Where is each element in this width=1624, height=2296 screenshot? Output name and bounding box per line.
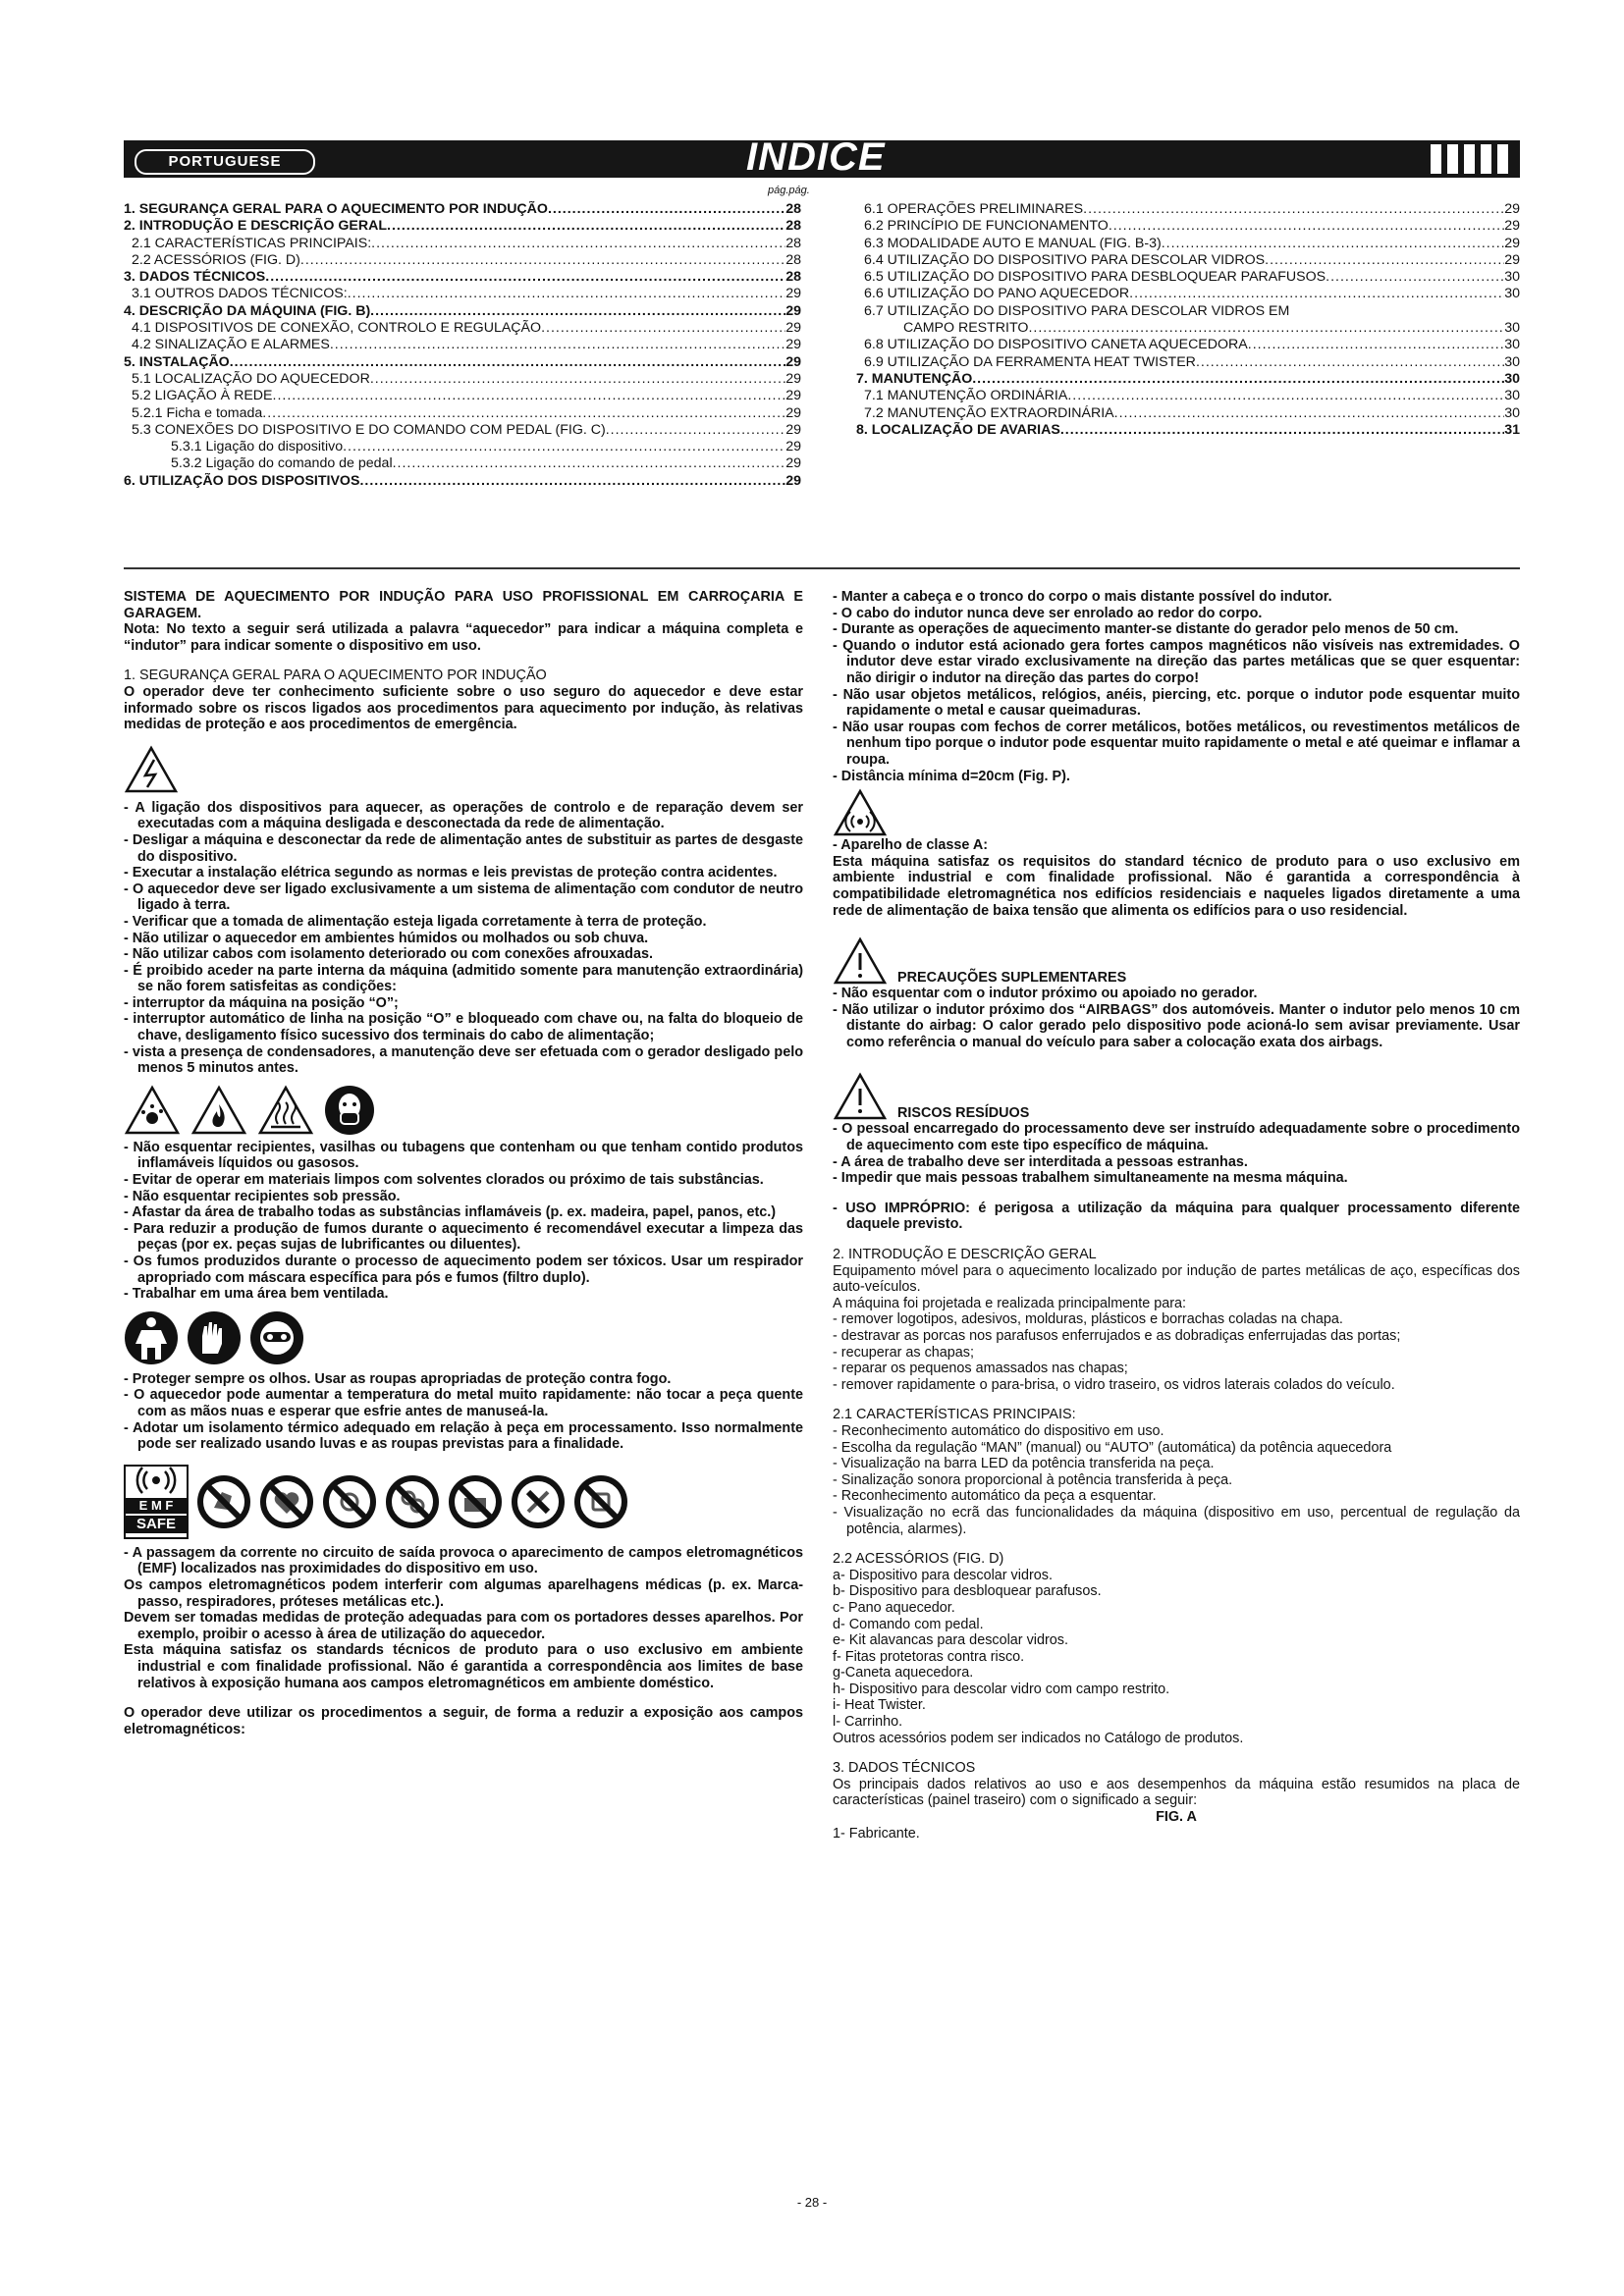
page-title: INDICE xyxy=(746,135,886,179)
section-2-list xyxy=(833,1311,1520,1393)
toc-entry xyxy=(124,371,801,388)
list-item: Devem ser tomadas medidas de proteção adequadas para com os portadores desses aparelhos. Por exemplo, proibir o acesso à área de utilização do aquecedor. xyxy=(124,1610,803,1642)
toc-entry xyxy=(124,455,801,472)
toc-leader-dots xyxy=(548,201,785,218)
toc-leader-dots xyxy=(230,354,785,371)
toc-leader-dots xyxy=(1326,269,1504,286)
toc-entry-title: 4.2 SINALIZAÇÃO E ALARMES xyxy=(132,337,330,353)
toc-entry-page: 28 xyxy=(785,218,801,235)
toc-leader-dots xyxy=(348,286,786,302)
toc-entry-title: 6. UTILIZAÇÃO DOS DISPOSITIVOS xyxy=(124,472,360,489)
toc-entry-title: 6.6 UTILIZAÇÃO DO PANO AQUECEDOR xyxy=(864,286,1130,302)
list-item: - A ligação dos dispositivos para aquecer, as operações de controlo e de reparação devem ser executadas com a máquina desligada e desconectada da rede de alimentação. xyxy=(124,799,803,832)
list-item: - remover rapidamente o para-brisa, o vidro traseiro, os vidros laterais colados do veículo. xyxy=(833,1376,1395,1393)
list-item: - O cabo do indutor nunca deve ser enrolado ao redor do corpo. xyxy=(833,605,1263,621)
toc-entry xyxy=(124,236,801,252)
list-item: e- Kit alavancas para descolar vidros. xyxy=(833,1632,1068,1649)
class-a-title: - Aparelho de classe A: xyxy=(833,837,989,854)
list-item: Outros acessórios podem ser indicados no Catálogo de produtos. xyxy=(833,1730,1244,1746)
list-item: - Não esquentar recipientes sob pressão. xyxy=(124,1188,401,1204)
list-item: - destravar as porcas nos parafusos enferrujados e as dobradiças enferrujadas das portas; xyxy=(833,1328,1401,1344)
toc-entry-page: 29 xyxy=(785,472,801,489)
no-metal-objects-icon xyxy=(385,1474,440,1529)
toc-leader-dots xyxy=(1162,236,1504,252)
toc-entry xyxy=(124,269,801,286)
section-2-title: 2. INTRODUÇÃO E DESCRIÇÃO GERAL xyxy=(833,1247,1097,1263)
explosion-hazard-icon xyxy=(124,1085,181,1136)
toc-entry-page: 29 xyxy=(1504,251,1520,268)
toc-entry-title: 5. INSTALAÇÃO xyxy=(124,353,230,370)
toc-leader-dots xyxy=(393,455,786,472)
list-item: - É proibido aceder na parte interna da máquina (admitido somente para manutenção extraordinária) se não forem satisfeitas as condições: xyxy=(124,962,803,995)
toc-entry xyxy=(124,252,801,269)
list-item: f- Fitas protetoras contra risco. xyxy=(833,1648,1025,1665)
warning-icon xyxy=(833,936,888,986)
list-item: - Trabalhar em uma área bem ventilada. xyxy=(124,1286,389,1303)
toc-entry xyxy=(856,236,1520,252)
toc-leader-dots xyxy=(300,252,785,269)
list-item: - Evitar de operar em materiais limpos com solventes clorados ou próximo de tais substâncias. xyxy=(124,1172,764,1189)
toc-entry-title: 2. INTRODUÇÃO E DESCRIÇÃO GERAL xyxy=(124,218,388,235)
no-pacemaker-icon xyxy=(259,1474,314,1529)
toc-leader-dots xyxy=(371,236,785,252)
toc-entry-page: 31 xyxy=(1504,421,1520,438)
protective-clothing-icon xyxy=(124,1310,179,1365)
list-item: - Os fumos produzidos durante o processo de aquecimento podem ser tóxicos. Usar um respirador apropriado com máscara específica para pós e fumos (filtro duplo). xyxy=(124,1254,803,1286)
toc-entry xyxy=(856,388,1520,404)
toc-leader-dots xyxy=(387,218,785,235)
toc-entry-title: 1. SEGURANÇA GERAL PARA O AQUECIMENTO POR INDUÇÃO xyxy=(124,201,548,217)
toc-entry xyxy=(856,303,1520,320)
list-item: - Impedir que mais pessoas trabalhem simultaneamente na mesma máquina. xyxy=(833,1170,1348,1187)
fig-a-label: FIG. A xyxy=(1156,1809,1197,1826)
toc-entry-title: 6.7 UTILIZAÇÃO DO DISPOSITIVO PARA DESCOLAR VIDROS EM xyxy=(864,302,1290,319)
list-item: - Não utilizar o indutor próximo dos “AIRBAGS” dos automóveis. Manter o indutor pelo menos 10 cm distante do airbag: O calor gerado pelo dispositivo pode acioná-lo sem avisar previamente. Usar como referência o manual do veículo para saber a colocação exata dos airbags. xyxy=(833,1001,1520,1050)
safety-list-1 xyxy=(124,800,803,1077)
toc-entry xyxy=(856,218,1520,235)
toc-entry xyxy=(856,269,1520,286)
toc-entry-title: 4.1 DISPOSITIVOS DE CONEXÃO, CONTROLO E REGULAÇÃO xyxy=(132,320,542,337)
toc-left xyxy=(124,201,801,490)
list-item: - Não utilizar cabos com isolamento deteriorado ou com conexões afrouxadas. xyxy=(124,946,653,963)
list-item: - Manter a cabeça e o tronco do corpo o mais distante possível do indutor. xyxy=(833,589,1332,605)
toc-entry xyxy=(124,354,801,371)
list-item: - Visualização na barra LED da potência transferida na peça. xyxy=(833,1456,1215,1472)
risks-header xyxy=(833,1072,1520,1121)
list-item: - Reconhecimento automático do dispositivo em uso. xyxy=(833,1422,1164,1439)
section-3-text: Os principais dados relativos ao uso e aos desempenhos da máquina estão resumidos na placa de características (painel traseiro) com o significado a seguir: xyxy=(833,1776,1520,1809)
final-text: O operador deve utilizar os procedimentos a seguir, de forma a reduzir a exposição aos campos eletromagnéticos: xyxy=(124,1705,803,1737)
list-item: h- Dispositivo para descolar vidro com campo restrito. xyxy=(833,1681,1170,1697)
toc-entry-title: 2.2 ACESSÓRIOS (FIG. D) xyxy=(132,251,300,268)
respirator-mask-icon xyxy=(324,1085,375,1136)
toc-entry-title: 3.1 OUTROS DADOS TÉCNICOS: xyxy=(132,286,348,302)
toc-entry xyxy=(124,405,801,422)
toc-entry-title: CAMPO RESTRITO xyxy=(903,320,1029,337)
list-item: - Não esquentar com o indutor próximo ou apoiado no gerador. xyxy=(833,986,1258,1002)
toc-entry-title: 7. MANUTENÇÃO xyxy=(856,370,973,387)
risks-title: RISCOS RESÍDUOS xyxy=(897,1104,1030,1121)
toc-entry-title: 6.9 UTILIZAÇÃO DA FERRAMENTA HEAT TWISTER xyxy=(864,353,1196,370)
hot-surface-icon xyxy=(257,1085,314,1136)
header-bars-decoration xyxy=(1431,144,1508,174)
precautions-list xyxy=(833,986,1520,1050)
toc-entry-page: 30 xyxy=(1504,337,1520,353)
toc-entry-page: 28 xyxy=(785,269,801,286)
toc-entry xyxy=(124,303,801,320)
toc-entry xyxy=(124,218,801,235)
list-item: - Desligar a máquina e desconectar da rede de alimentação antes de substituir as partes de desgaste do dispositivo. xyxy=(124,831,803,865)
toc-leader-dots xyxy=(273,388,786,404)
toc-entry-title: 6.2 PRINCÍPIO DE FUNCIONAMENTO xyxy=(864,218,1109,235)
toc-entry-title: 6.1 OPERAÇÕES PRELIMINARES xyxy=(864,201,1084,217)
left-column xyxy=(124,589,803,1737)
toc-entry xyxy=(856,286,1520,302)
no-metal-implants-icon xyxy=(196,1474,251,1529)
radio-waves-icon xyxy=(134,1467,179,1494)
list-item: c- Pano aquecedor. xyxy=(833,1599,955,1616)
list-item: - Não usar roupas com fechos de correr metálicos, botões metálicos, ou revestimentos metálicos de nenhum tipo porque o indutor pode esquentar muito rapidamente o metal e até queimar e inflamar a roupa. xyxy=(833,719,1520,768)
list-item: - A passagem da corrente no circuito de saída provoca o aparecimento de campos eletromagnéticos (EMF) localizados nas proximidades do dispositivo em uso. xyxy=(124,1544,803,1577)
toc-entry-page: 29 xyxy=(785,439,801,455)
section-1-title: 1. SEGURANÇA GERAL PARA O AQUECIMENTO POR INDUÇÃO xyxy=(124,667,547,684)
toc-leader-dots xyxy=(1265,252,1504,269)
toc-entry-title: 5.2.1 Ficha e tomada xyxy=(132,404,263,421)
toc-leader-dots xyxy=(1083,201,1504,218)
toc-entry-page: 30 xyxy=(1504,320,1520,337)
section-2-1-title: 2.1 CARACTERÍSTICAS PRINCIPAIS: xyxy=(833,1407,1076,1423)
toc-leader-dots xyxy=(359,473,785,490)
toc-leader-dots xyxy=(1109,218,1504,235)
section-2-1-list xyxy=(833,1423,1520,1537)
list-item: - O pessoal encarregado do processamento deve ser instruído adequadamente sobre o procedimento de aquecimento com este tipo específico de máquina. xyxy=(833,1121,1520,1154)
language-badge: PORTUGUESE xyxy=(135,149,315,175)
toc-leader-dots xyxy=(1028,320,1504,337)
emf-logo-top: E M F xyxy=(126,1498,187,1514)
toc-leader-dots xyxy=(972,371,1504,388)
toc-entry-page: 29 xyxy=(1504,218,1520,235)
toc-leader-dots xyxy=(330,337,785,353)
toc-leader-dots xyxy=(541,320,785,337)
protective-gloves-icon xyxy=(187,1310,242,1365)
toc-entry-page: 29 xyxy=(785,455,801,472)
list-item: - Executar a instalação elétrica segundo as normas e leis previstas de proteção contra acidentes. xyxy=(124,865,778,881)
list-item: - reparar os pequenos amassados nas chapas; xyxy=(833,1361,1128,1377)
precautions-title: PRECAUÇÕES SUPLEMENTARES xyxy=(897,969,1127,986)
toc-entry-page: 28 xyxy=(785,201,801,217)
toc-leader-dots xyxy=(1248,337,1504,353)
toc-entry-title: 5.3.1 Ligação do dispositivo xyxy=(171,439,344,455)
toc-entry xyxy=(856,201,1520,218)
toc-entry-page: 28 xyxy=(785,251,801,268)
toc-entry xyxy=(856,354,1520,371)
page-number: - 28 - xyxy=(796,2195,828,2210)
toc-entry-page: 29 xyxy=(785,337,801,353)
list-item: b- Dispositivo para desbloquear parafusos. xyxy=(833,1583,1102,1600)
section-2-2-title: 2.2 ACESSÓRIOS (FIG. D) xyxy=(833,1551,1004,1568)
section-3-title: 3. DADOS TÉCNICOS xyxy=(833,1760,976,1777)
safety-list-3 xyxy=(124,1371,803,1453)
list-item: - Visualização no ecrã das funcionalidades da máquina (dispositivo em uso, percentual de regulação da potência, alarmes). xyxy=(833,1504,1520,1537)
toc-entry xyxy=(124,422,801,439)
list-item: d- Comando com pedal. xyxy=(833,1616,984,1632)
toc-right xyxy=(856,201,1520,439)
toc-entry-page: 30 xyxy=(1504,353,1520,370)
list-item: - Não utilizar o aquecedor em ambientes húmidos ou molhados ou sob chuva. xyxy=(124,930,649,946)
eye-protection-icon xyxy=(249,1310,304,1365)
toc-entry-title: 5.1 LOCALIZAÇÃO DO AQUECEDOR xyxy=(132,370,370,387)
toc-entry-title: 4. DESCRIÇÃO DA MÁQUINA (FIG. B) xyxy=(124,302,371,319)
intro-note: Nota: No texto a seguir será utilizada a palavra “aquecedor” para indicar a máquina completa e “indutor” para indicar somente o dispositivo em uso. xyxy=(124,621,803,654)
safety-list-2 xyxy=(124,1140,803,1303)
divider xyxy=(124,567,1520,569)
list-item: - Não usar objetos metálicos, relógios, anéis, piercing, etc. porque o indutor pode esquentar muito rapidamente o metal e causar queimaduras. xyxy=(833,686,1520,720)
section-3-item-1: 1- Fabricante. xyxy=(833,1825,920,1842)
list-item: - Verificar que a tomada de alimentação esteja ligada corretamente à terra de proteção. xyxy=(124,913,707,930)
list-item: g-Caneta aquecedora. xyxy=(833,1665,974,1682)
section-2-text2: A máquina foi projetada e realizada principalmente para: xyxy=(833,1295,1186,1311)
toc-leader-dots xyxy=(370,371,785,388)
toc-entry-page: 29 xyxy=(785,320,801,337)
toc-entry xyxy=(124,388,801,404)
list-item: - Proteger sempre os olhos. Usar as roupas apropriadas de proteção contra fogo. xyxy=(124,1370,672,1387)
flammable-hazard-icon xyxy=(190,1085,247,1136)
risks-list xyxy=(833,1121,1520,1186)
toc-entry xyxy=(124,286,801,302)
toc-leader-dots xyxy=(1196,354,1504,371)
toc-entry-page: 30 xyxy=(1504,370,1520,387)
toc-leader-dots xyxy=(606,422,786,439)
toc-entry-page: 30 xyxy=(1504,286,1520,302)
toc-leader-dots xyxy=(370,303,785,320)
toc-entry-page: 29 xyxy=(1504,201,1520,217)
toc-leader-dots xyxy=(1060,422,1504,439)
toc-entry xyxy=(124,337,801,353)
toc-entry-title: 5.3 CONEXÕES DO DISPOSITIVO E DO COMANDO COM PEDAL (FIG. C) xyxy=(132,421,606,438)
toc-entry-page: 30 xyxy=(1504,388,1520,404)
emf-icons-row xyxy=(124,1465,803,1539)
toc-entry xyxy=(124,320,801,337)
toc-leader-dots xyxy=(262,405,785,422)
toc-entry-page: 30 xyxy=(1504,404,1520,421)
toc-entry-title: 6.4 UTILIZAÇÃO DO DISPOSITIVO PARA DESCOLAR VIDROS xyxy=(864,251,1266,268)
toc-entry-title: 3. DADOS TÉCNICOS xyxy=(124,269,266,286)
toc-entry xyxy=(856,422,1520,439)
toc-leader-dots xyxy=(265,269,785,286)
list-item: - Reconhecimento automático da peça a esquentar. xyxy=(833,1488,1157,1505)
section-2-text: Equipamento móvel para o aquecimento localizado por indução de partes metálicas de aço, específicas dos auto-veículos. xyxy=(833,1262,1520,1296)
ppe-icons-row xyxy=(124,1310,803,1365)
emf-safe-logo xyxy=(124,1465,189,1539)
toc-entry-page: 29 xyxy=(785,286,801,302)
toc-entry-title: 5.2 LIGAÇÃO À REDE xyxy=(132,388,273,404)
toc-entry-page: 29 xyxy=(785,404,801,421)
list-item: - interruptor da máquina na posição “O”; xyxy=(124,994,399,1011)
toc-entry-title: 7.1 MANUTENÇÃO ORDINÁRIA xyxy=(864,388,1068,404)
toc-entry-title: 6.5 UTILIZAÇÃO DO DISPOSITIVO PARA DESBLOQUEAR PARAFUSOS xyxy=(864,269,1326,286)
toc-entry xyxy=(124,201,801,218)
right-column xyxy=(833,589,1520,1842)
toc-entry-page: 29 xyxy=(785,302,801,319)
toc-entry xyxy=(856,337,1520,353)
list-item: - interruptor automático de linha na posição “O” e bloqueado com chave ou, na falta do bloqueio de chave, desligamento físico sucessivo dos terminais do cabo de alimentação; xyxy=(124,1011,803,1044)
toc-entry-page: 29 xyxy=(785,388,801,404)
toc-leader-dots xyxy=(343,439,785,455)
list-item: Os campos eletromagnéticos podem interferir com algumas aparelhagens médicas (p. ex. Marca-passo, respiradores, próteses metálicas etc.). xyxy=(124,1576,803,1610)
toc-entry xyxy=(856,252,1520,269)
toc-entry xyxy=(124,473,801,490)
electric-hazard-icon xyxy=(124,745,179,794)
list-item: Esta máquina satisfaz os standards técnicos de produto para o uso exclusivo em ambiente industrial e com finalidade profissional. Não é garantida a correspondência aos limites de base relativos à exposição humana aos campos eletromagnéticos em ambiente doméstico. xyxy=(124,1642,803,1691)
list-item: - Para reduzir a produção de fumos durante o aquecimento é recomendável executar a limpeza das peças (por ex. peças sujas de lubrificantes ou diluentes). xyxy=(124,1220,803,1254)
toc-entry-page: 29 xyxy=(785,353,801,370)
no-watches-icon xyxy=(322,1474,377,1529)
toc-entry-title: 6.8 UTILIZAÇÃO DO DISPOSITIVO CANETA AQUECEDORA xyxy=(864,337,1248,353)
emf-text xyxy=(124,1545,803,1691)
toc-entry-page: 29 xyxy=(1504,235,1520,251)
list-item: i- Heat Twister. xyxy=(833,1697,926,1714)
section-1-text: O operador deve ter conhecimento suficiente sobre o uso seguro do aquecedor e deve estar informado sobre os riscos ligados aos procedimentos para aquecimento por indução, às relativas medidas de proteção e aos procedimentos de emergência. xyxy=(124,683,803,733)
list-item: - Não esquentar recipientes, vasilhas ou tubagens que contenham ou que tenham contido produtos inflamáveis líquidos ou gasosos. xyxy=(124,1139,803,1172)
warning-icon xyxy=(833,1072,888,1121)
pag-label: pág.pág. xyxy=(768,185,810,196)
toc-entry-page: 29 xyxy=(785,370,801,387)
list-item: - remover logotipos, adesivos, molduras, plásticos e borrachas coladas na chapa. xyxy=(833,1311,1343,1328)
list-item: - Durante as operações de aquecimento manter-se distante do gerador pelo menos de 50 cm. xyxy=(833,621,1459,638)
toc-entry xyxy=(124,439,801,455)
intro-title: SISTEMA DE AQUECIMENTO POR INDUÇÃO PARA USO PROFISSIONAL EM CARROÇARIA E GARAGEM. xyxy=(124,589,803,621)
list-item: - Distância mínima d=20cm (Fig. P). xyxy=(833,768,1070,784)
list-item: l- Carrinho. xyxy=(833,1714,903,1731)
toc-leader-dots xyxy=(1114,405,1505,422)
list-item: - vista a presença de condensadores, a manutenção deve ser efetuada com o gerador desligado pelo menos 5 minutos antes. xyxy=(124,1043,803,1077)
toc-entry xyxy=(856,405,1520,422)
toc-entry-title: 7.2 MANUTENÇÃO EXTRAORDINÁRIA xyxy=(864,404,1114,421)
precautions-header xyxy=(833,936,1520,986)
toc-leader-dots xyxy=(1067,388,1504,404)
toc-entry xyxy=(856,320,1520,337)
no-credit-cards-icon xyxy=(573,1474,628,1529)
toc-entry-title: 2.1 CARACTERÍSTICAS PRINCIPAIS: xyxy=(132,235,372,251)
non-ionizing-radiation-icon xyxy=(833,788,888,837)
no-tools-icon xyxy=(511,1474,566,1529)
no-electronic-devices-icon xyxy=(448,1474,503,1529)
list-item: a- Dispositivo para descolar vidros. xyxy=(833,1567,1053,1583)
emf-logo-bottom: SAFE xyxy=(126,1516,187,1533)
list-item: - Sinalização sonora proporcional à potência transferida à peça. xyxy=(833,1471,1233,1488)
list-item: - O aquecedor deve ser ligado exclusivamente a um sistema de alimentação com condutor de neutro ligado à terra. xyxy=(124,881,803,914)
toc-entry-page: 29 xyxy=(785,421,801,438)
section-2-2-list xyxy=(833,1568,1520,1747)
toc-entry-page: 28 xyxy=(785,235,801,251)
hazard-icons-row xyxy=(124,1085,803,1136)
list-item: - Adotar um isolamento térmico adequado em relação à peça em processamento. Isso normalmente pode ser realizado usando luvas e as roupas previstas para a finalidade. xyxy=(124,1419,803,1453)
list-item: - A área de trabalho deve ser interditada a pessoas estranhas. xyxy=(833,1153,1248,1170)
list-item: - O aquecedor pode aumentar a temperatura do metal muito rapidamente: não tocar a peça quente com as mãos nuas e esperar que esfrie antes de manuseá-la. xyxy=(124,1387,803,1419)
list-item: - Escolha da regulação “MAN” (manual) ou “AUTO” (automática) da potência aquecedora xyxy=(833,1439,1392,1456)
toc-entry-page: 30 xyxy=(1504,269,1520,286)
toc-entry-title: 5.3.2 Ligação do comando de pedal xyxy=(171,455,393,472)
improper-use-text: - USO IMPRÓPRIO: é perigosa a utilização da máquina para qualquer processamento diferente daquele previsto. xyxy=(833,1200,1520,1233)
list-item: - Afastar da área de trabalho todas as substâncias inflamáveis (p. ex. madeira, papel, panos, etc.) xyxy=(124,1204,777,1221)
emf-list xyxy=(833,589,1520,784)
toc-entry-title: 6.3 MODALIDADE AUTO E MANUAL (FIG. B-3) xyxy=(864,235,1162,251)
toc-leader-dots xyxy=(1129,286,1504,302)
toc-entry-title: 8. LOCALIZAÇÃO DE AVARIAS xyxy=(856,421,1060,438)
toc-entry xyxy=(856,371,1520,388)
list-item: - Quando o indutor está acionado gera fortes campos magnéticos não visíveis nas extremidades. O indutor deve estar virado exclusivamente na direção das partes metálicas que se quer esquentar: não dirigir o indutor na direção das partes do corpo! xyxy=(833,637,1520,686)
list-item: - recuperar as chapas; xyxy=(833,1344,974,1361)
class-a-text: Esta máquina satisfaz os requisitos do standard técnico de produto para o uso exclusivo em ambiente industrial e com finalidade profissional. Não é garantida a correspondência à compatibilidade eletromagnética nos edifícios residenciais e naqueles ligados diretamente a uma rede de alimentação de baixa tensão que alimenta os edifícios para o uso residencial. xyxy=(833,853,1520,919)
